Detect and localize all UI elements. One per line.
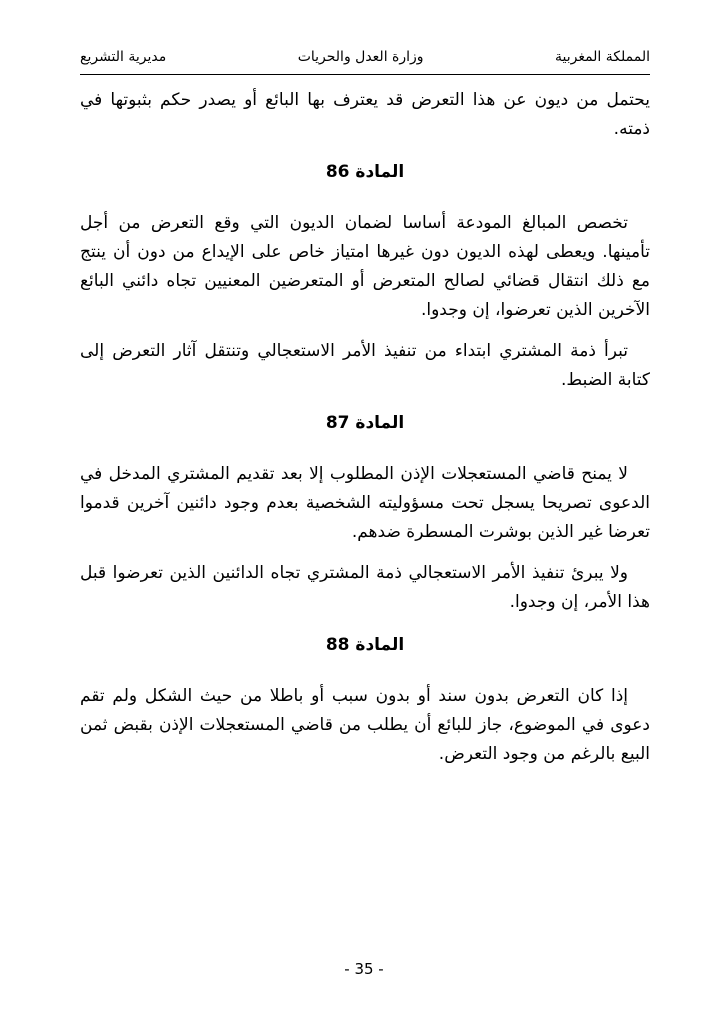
article-87-title: المادة 87 — [325, 413, 405, 433]
header-kingdom: المملكة المغربية — [554, 49, 650, 65]
article-87-paragraph-1: لا يمنح قاضي المستعجلات الإذن المطلوب إلا بعد تقديم المشتري المدخل في الدعوى تصريحا يسجل تحت مسؤوليته الشخصية بعدم وجود دائنين آخرين قدموا تعرضا غير الذين بوشرت المسطرة ضدهم. — [80, 464, 650, 542]
page-number: - 35 - — [344, 960, 384, 978]
article-88-title: المادة 88 — [325, 635, 405, 655]
article-86-paragraph-2: تبرأ ذمة المشتري ابتداء من تنفيذ الأمر الاستعجالي وتنتقل آثار التعرض إلى كتابة الضبط. — [80, 341, 650, 390]
header-ministry: وزارة العدل والحريات — [297, 49, 424, 65]
document-body — [80, 86, 650, 781]
article-87-paragraph-2: ولا يبرئ تنفيذ الأمر الاستعجالي ذمة المشتري تجاه الدائنين الذين تعرضوا قبل هذا الأمر، إن وجدوا. — [80, 563, 650, 612]
intro-paragraph: يحتمل من ديون عن هذا التعرض قد يعترف بها البائع أو يصدر حكم بثبوتها في ذمته. — [80, 90, 650, 139]
header-divider — [80, 74, 650, 75]
article-86-paragraph-1: تخصص المبالغ المودعة أساسا لضمان الديون التي وقع التعرض من أجل تأمينها. ويعطى لهذه الديون دون غيرها امتياز خاص على الإيداع من دون أن ينتج مع ذلك انتقال قضائي لصالح المتعرض أو المتعرضين المعنيين تجاه دائني البائع الآخرين الذين تعرضوا، إن وجدوا. — [80, 213, 650, 320]
header-directorate: مديرية التشريع — [80, 49, 167, 65]
article-88-paragraph-1: إذا كان التعرض بدون سند أو بدون سبب أو باطلا من حيث الشكل ولم تقم دعوى في الموضوع، جاز للبائع أن يطلب من قاضي المستعجلات الإذن بقبض ثمن البيع بالرغم من وجود التعرض. — [80, 686, 650, 764]
article-86-title: المادة 86 — [325, 162, 405, 182]
page-header — [80, 40, 650, 74]
